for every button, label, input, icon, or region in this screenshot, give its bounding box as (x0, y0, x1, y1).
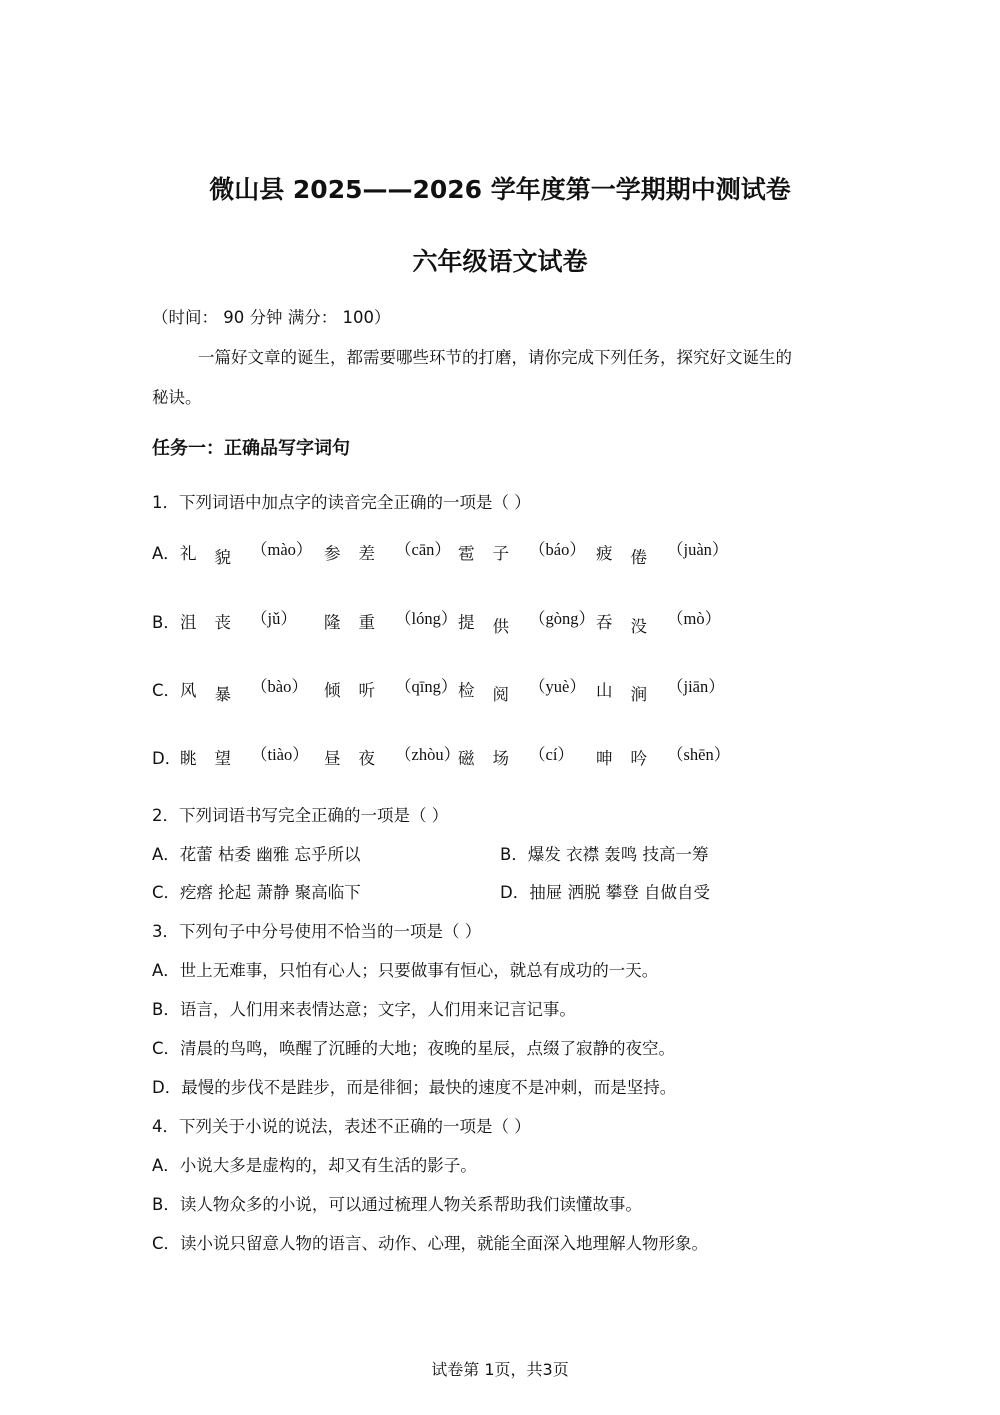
pinyin: （tiào） (251, 745, 309, 764)
word-char-2: 暴 (214, 685, 231, 704)
q1-word (596, 677, 725, 704)
word-char-1: 参 (324, 544, 341, 563)
word-char-2: 倦 (630, 548, 647, 567)
q4-stem: 4．下列关于小说的说法，表述不正确的一项是（ ） (152, 1117, 531, 1136)
word-char-1: 沮 (180, 613, 197, 632)
word-char-1: 眺 (180, 749, 197, 768)
word-char-2: 重 (358, 613, 375, 632)
word-char-2: 涧 (630, 685, 647, 704)
word-char-2: 场 (492, 749, 509, 768)
q2-option-c: C．疙瘩 抡起 萧静 聚高临下 (152, 883, 361, 902)
q2-stem: 2．下列词语书写完全正确的一项是（ ） (152, 806, 449, 825)
q3-option-d: D．最慢的步伐不是跬步，而是徘徊；最快的速度不是冲刺，而是坚持。 (152, 1078, 677, 1097)
q1-word (324, 677, 458, 701)
q2-option-a: A．花蕾 枯委 幽雅 忘乎所以 (152, 845, 361, 864)
pinyin: （cān） (395, 540, 451, 559)
word-char-2: 貌 (214, 548, 231, 567)
q1-word (596, 540, 729, 567)
q1-word (458, 540, 586, 564)
q1-stem: 1．下列词语中加点字的读音完全正确的一项是（ ） (152, 493, 531, 512)
q1-word (458, 609, 595, 636)
word-char-2: 听 (358, 681, 375, 700)
q2-option-d: D．抽屉 洒脱 攀登 自做自受 (500, 883, 710, 902)
word-char-2: 没 (630, 617, 647, 636)
q1-word (596, 745, 731, 769)
word-char-1: 雹 (458, 544, 475, 563)
q1-word (458, 677, 586, 704)
q2-option-b: B．爆发 衣襟 轰鸣 技高一筹 (500, 845, 709, 864)
q1-word (324, 745, 461, 769)
pinyin: （báo） (529, 540, 586, 559)
q1-word (180, 677, 308, 704)
pinyin: （jiān） (667, 677, 725, 696)
q1-option-label: B． (152, 613, 180, 632)
word-char-1: 昼 (324, 749, 341, 768)
word-char-1: 山 (596, 681, 613, 700)
q1-word (180, 540, 313, 567)
intro-line-2: 秘诀。 (152, 388, 202, 407)
q3-option-a: A．世上无难事，只怕有心人；只要做事有恒心，就总有成功的一天。 (152, 961, 659, 980)
word-char-1: 风 (180, 681, 197, 700)
page-footer: 试卷第 1页，共3页 (431, 1360, 569, 1379)
intro-line-1: 一篇好文章的诞生，都需要哪些环节的打磨，请你完成下列任务，探究好文诞生的 (198, 348, 792, 367)
q1-option-label: C． (152, 681, 181, 700)
pinyin: （juàn） (667, 540, 729, 559)
pinyin: （jǔ） (251, 609, 297, 628)
word-char-2: 吟 (630, 749, 647, 768)
word-char-1: 倾 (324, 681, 341, 700)
q1-word (458, 745, 574, 769)
pinyin: （gòng） (529, 609, 595, 628)
exam-title: 微山县 2025——2026 学年度第一学期期中测试卷 (209, 175, 791, 204)
word-char-1: 疲 (596, 544, 613, 563)
pinyin: （qīng） (395, 677, 458, 696)
q3-stem: 3．下列句子中分号使用不恰当的一项是（ ） (152, 922, 482, 941)
word-char-2: 夜 (358, 749, 375, 768)
q4-option-a: A．小说大多是虚构的，却又有生活的影子。 (152, 1156, 477, 1175)
pinyin: （mò） (667, 609, 722, 628)
word-char-2: 子 (492, 544, 509, 563)
word-char-1: 呻 (596, 749, 613, 768)
pinyin: （shēn） (667, 745, 731, 764)
q1-word (180, 609, 297, 633)
q4-option-b: B．读人物众多的小说，可以通过梳理人物关系帮助我们读懂故事。 (152, 1195, 642, 1214)
pinyin: （zhòu） (395, 745, 461, 764)
q1-word (596, 609, 722, 636)
pinyin: （mào） (251, 540, 313, 559)
word-char-2: 阅 (492, 685, 509, 704)
word-char-1: 礼 (180, 544, 197, 563)
exam-subtitle: 六年级语文试卷 (412, 247, 588, 276)
word-char-2: 望 (214, 749, 231, 768)
q4-option-c: C．读小说只留意人物的语言、动作、心理，就能全面深入地理解人物形象。 (152, 1234, 709, 1253)
pinyin: （cí） (529, 745, 574, 764)
q1-option-label: D． (152, 749, 182, 768)
pinyin: （bào） (251, 677, 308, 696)
exam-meta: （时间： 90 分钟 满分： 100） (152, 308, 391, 327)
q1-word (324, 609, 458, 633)
word-char-1: 检 (458, 681, 475, 700)
word-char-2: 差 (358, 544, 375, 563)
task1-heading: 任务一：正确品写字词句 (152, 438, 350, 459)
word-char-2: 丧 (214, 613, 231, 632)
pinyin: （yuè） (529, 677, 586, 696)
pinyin: （lóng） (395, 609, 458, 628)
q1-word (324, 540, 451, 564)
q1-option-label: A． (152, 544, 180, 563)
word-char-1: 吞 (596, 613, 613, 632)
word-char-1: 提 (458, 613, 475, 632)
q1-word (180, 745, 309, 769)
word-char-1: 磁 (458, 749, 475, 768)
word-char-1: 隆 (324, 613, 341, 632)
word-char-2: 供 (492, 617, 509, 636)
q3-option-b: B．语言，人们用来表情达意；文字，人们用来记言记事。 (152, 1000, 576, 1019)
q3-option-c: C．清晨的鸟鸣，唤醒了沉睡的大地；夜晚的星辰，点缀了寂静的夜空。 (152, 1039, 676, 1058)
